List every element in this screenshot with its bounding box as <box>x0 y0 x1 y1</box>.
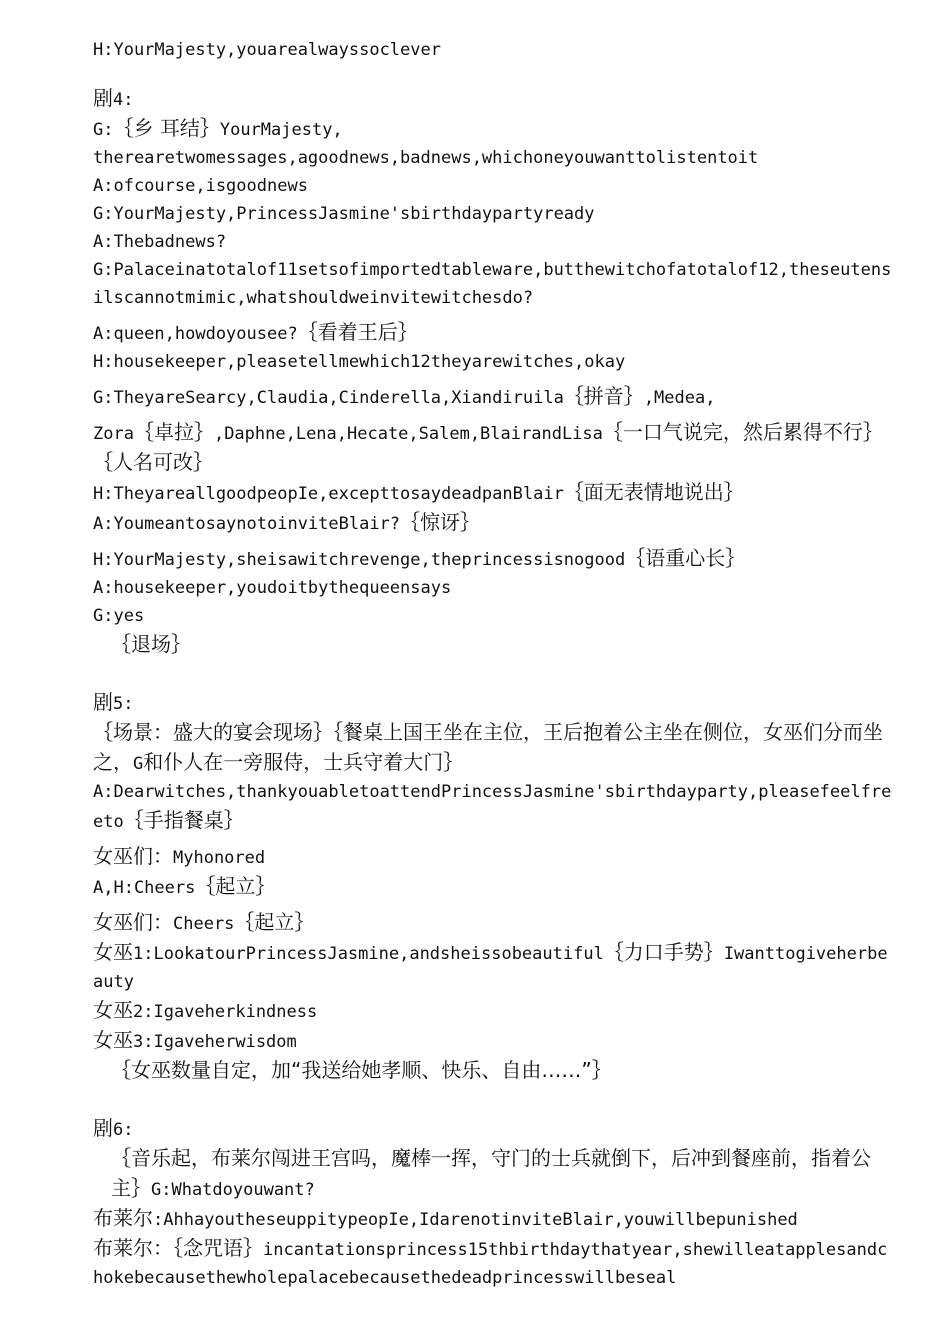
line-text-cjk: ｛看着王后｝ <box>297 320 418 344</box>
line-text: A:Thebadnews? <box>93 232 227 252</box>
script-line <box>93 1204 893 1234</box>
script-line <box>93 348 893 376</box>
script-line <box>93 842 893 872</box>
script-line <box>93 508 893 538</box>
line-text: G: <box>93 120 114 140</box>
line-text: ,Daphne,Lena,Hecate,Salem,BlairandLisa <box>213 424 603 444</box>
script-line <box>93 228 893 256</box>
line-text: 5: <box>113 694 134 714</box>
script-line <box>93 318 893 348</box>
line-text-cjk: ｛起立｝ <box>195 874 276 898</box>
line-text-cjk: 布莱尔：｛念咒语｝ <box>93 1236 263 1260</box>
script-line <box>93 602 893 630</box>
line-text: 3:Igaveherwisdom <box>133 1032 297 1052</box>
line-text: H:YourMajesty,youarealwayssoclever <box>93 40 441 60</box>
line-text-cjk: ｛女巫数量自定，加“我送给她孝顺、快乐、自由……”｝ <box>111 1058 612 1082</box>
script-line <box>93 688 893 718</box>
script-line <box>93 478 893 508</box>
line-text-cjk: ｛拼音｝ <box>563 384 644 408</box>
line-text: :AhhayoutheseuppitypeopIe,IdarenotinviteBlair,youwillbepunished <box>153 1210 798 1230</box>
script-line <box>93 144 893 172</box>
line-text-cjk: 剧 <box>93 690 113 714</box>
line-text-cjk: ｛惊讶｝ <box>400 510 481 534</box>
line-text: 6: <box>113 1120 134 1140</box>
line-text: A:YoumeantosaynotoinviteBlair? <box>93 514 401 534</box>
script-line <box>93 1234 893 1292</box>
script-line <box>93 718 893 778</box>
line-text-cjk: ｛语重心长｝ <box>625 546 746 570</box>
script-line <box>93 778 893 836</box>
line-text-cjk: ｛手指餐桌｝ <box>123 808 244 832</box>
line-text-cjk: 和仆人在一旁服侍，士兵守着大门｝ <box>143 750 464 774</box>
line-text-cjk: 女巫们： <box>93 910 173 934</box>
script-line <box>93 630 893 660</box>
script-line <box>93 114 893 144</box>
line-text: 1:LookatourPrincessJasmine,andsheissobeautiful <box>133 944 604 964</box>
line-text: A:ofcourse,isgoodnews <box>93 176 308 196</box>
line-text: H:YourMajesty,sheisawitchrevenge,theprincessisnogood <box>93 550 626 570</box>
script-line <box>93 418 893 478</box>
line-text-cjk: ｛乡 耳结｝ <box>113 116 220 140</box>
line-text: 4: <box>113 90 134 110</box>
line-text: A:queen,howdoyousee? <box>93 324 298 344</box>
script-line <box>93 84 893 114</box>
line-text: A:housekeeper,youdoitbythequeensays <box>93 578 452 598</box>
script-line <box>93 200 893 228</box>
line-text-cjk: ｛卓拉｝ <box>133 420 214 444</box>
line-text-cjk: ｛起立｝ <box>234 910 315 934</box>
line-text: H:TheyareallgoodpeopIe,excepttosaydeadpanBlair <box>93 484 564 504</box>
script-line <box>93 1056 893 1086</box>
line-text: G:YourMajesty,PrincessJasmine'sbirthdaypartyready <box>93 204 595 224</box>
document-body <box>93 36 893 1292</box>
line-text: G:yes <box>93 606 145 626</box>
line-text: G:Palaceinatotalof11setsofimportedtableware,butthewitchofatotalof12,theseutensilscannotmimic,whatshouldweinvitewitchesdo? <box>93 260 892 308</box>
line-text: A:Dearwitches,thankyouabletoattendPrincessJasmine'sbirthdayparty,pleasefeelfreeto <box>93 782 892 832</box>
line-text-cjk: 女巫 <box>93 940 133 964</box>
line-text: incantationsprincess15thbirthdaythatyear,shewilleatapplesandchokebecausethewholepalacebecausethedeadprincesswillbeseal <box>93 1240 888 1288</box>
line-text-cjk: ｛音乐起，布莱尔闯进王宫吗，魔棒一挥，守门的士兵就倒下，后冲到餐座前，指着公主｝ <box>111 1146 871 1200</box>
line-text: A,H:Cheers <box>93 878 196 898</box>
line-text: G:Whatdoyouwant? <box>151 1180 315 1200</box>
line-text-cjk: 女巫们： <box>93 844 173 868</box>
line-text-cjk: ｛退场｝ <box>111 632 191 656</box>
script-line <box>93 1026 893 1056</box>
script-line <box>93 996 893 1026</box>
line-text: Iwanttogiveherbeauty <box>93 944 888 992</box>
script-line <box>93 36 893 64</box>
line-text-cjk: 剧 <box>93 1116 113 1140</box>
line-text: G:TheyareSearcy,Claudia,Cinderella,Xiandiruila <box>93 388 564 408</box>
line-text: H:housekeeper,pleasetellmewhich12theyarewitches,okay <box>93 352 626 372</box>
line-text: YourMajesty, <box>219 120 343 140</box>
script-line <box>93 872 893 902</box>
line-text: therearetwomessages,agoodnews,badnews,whichoneyouwanttolistentoit <box>93 148 759 168</box>
script-line <box>93 1114 893 1144</box>
line-text-cjk: 女巫 <box>93 998 133 1022</box>
script-line <box>93 544 893 574</box>
script-line <box>93 256 893 312</box>
line-text-cjk: ｛力口手势｝ <box>603 940 724 964</box>
line-text-cjk: ｛场景：盛大的宴会现场｝｛餐桌上国王坐在主位，王后抱着公主坐在侧位，女巫们分而坐之， <box>93 720 883 774</box>
script-line <box>93 574 893 602</box>
script-line <box>93 172 893 200</box>
line-text-cjk: ｛面无表情地说出｝ <box>563 480 744 504</box>
line-text: ,Medea, <box>643 388 716 408</box>
script-line <box>93 382 893 412</box>
script-line <box>93 908 893 938</box>
line-text-cjk: ｛一口气说完，然后累得不行｝｛人名可改｝ <box>93 420 883 474</box>
line-text: Cheers <box>173 914 235 934</box>
line-text: Myhonored <box>173 848 266 868</box>
script-line <box>93 938 893 996</box>
line-text-cjk: 布莱尔 <box>93 1206 153 1230</box>
script-line <box>93 1144 893 1204</box>
line-text-cjk: 女巫 <box>93 1028 133 1052</box>
line-text: 2:Igaveherkindness <box>133 1002 318 1022</box>
line-text: G <box>133 754 144 774</box>
line-text-cjk: 剧 <box>93 86 113 110</box>
line-text: Zora <box>93 424 134 444</box>
